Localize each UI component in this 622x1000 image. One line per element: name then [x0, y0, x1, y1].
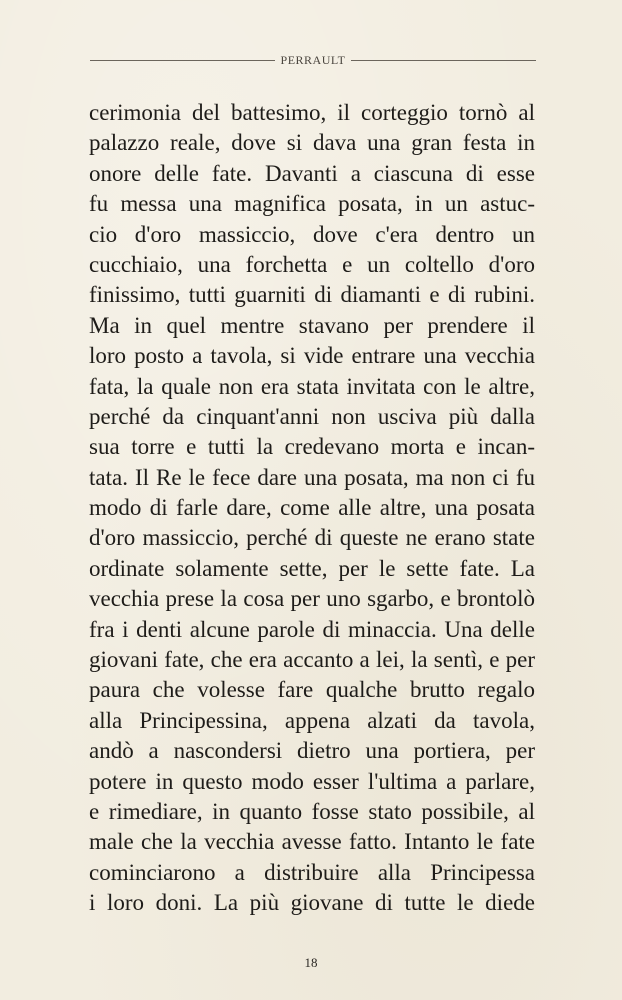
text-line: cominciarono a distribuire alla Principessa: [89, 859, 535, 885]
text-line: cerimonia del battesimo, il corteggio tornò al: [89, 100, 535, 125]
text-line: giovani fate, che era accanto a lei, la sentì, e per: [89, 647, 535, 673]
text-line: Ma in quel mentre stavano per prendere il: [89, 312, 535, 338]
text-line: e rimediare, in quanto fosse stato possibile, al: [89, 798, 535, 824]
text-line: cio d'oro massiccio, dove c'era dentro un: [89, 221, 535, 247]
text-line: paura che volesse fare qualche brutto regalo: [89, 677, 535, 703]
running-head-title: PERRAULT: [280, 52, 346, 67]
text-line: i loro doni. La più giovane di tutte le diede: [89, 890, 535, 916]
text-line: fata, la quale non era stata invitata con le altre,: [89, 373, 535, 399]
text-line: finissimo, tutti guarniti di diamanti e di rubini.: [89, 282, 535, 308]
text-line: d'oro massiccio, perché di queste ne erano state: [89, 525, 535, 551]
text-line: loro posto a tavola, si vide entrare una vecchia: [89, 343, 535, 369]
text-line: andò a nascondersi dietro una portiera, per: [89, 738, 535, 764]
text-line: fu messa una magnifica posata, in un astuc-: [89, 191, 535, 217]
header-rule-left: [90, 60, 275, 61]
text-line: alla Principessina, appena alzati da tavola,: [89, 707, 535, 733]
header-rule-right: [351, 60, 536, 61]
running-header: [90, 50, 536, 70]
text-line: onore delle fate. Davanti a ciascuna di esse: [89, 160, 535, 186]
text-line: sua torre e tutti la credevano morta e incan-: [89, 434, 535, 460]
text-line: male che la vecchia avesse fatto. Intanto le fate: [89, 829, 535, 855]
page-number: 18: [304, 955, 318, 970]
text-line: cucchiaio, una forchetta e un coltello d'oro: [89, 251, 535, 277]
text-line: perché da cinquant'anni non usciva più dalla: [89, 403, 535, 429]
text-line: ordinate solamente sette, per le sette fate. La: [89, 555, 535, 581]
text-line: palazzo reale, dove si dava una gran festa in: [89, 130, 535, 156]
text-line: vecchia prese la cosa per uno sgarbo, e brontolò: [89, 586, 535, 612]
text-line: modo di farle dare, come alle altre, una posata: [89, 495, 535, 521]
body-text: [89, 98, 535, 919]
text-line: tata. Il Re le fece dare una posata, ma non ci fu: [89, 464, 535, 490]
text-line: potere in questo modo esser l'ultima a parlare,: [89, 768, 535, 794]
text-line: fra i denti alcune parole di minaccia. Una delle: [89, 616, 535, 642]
